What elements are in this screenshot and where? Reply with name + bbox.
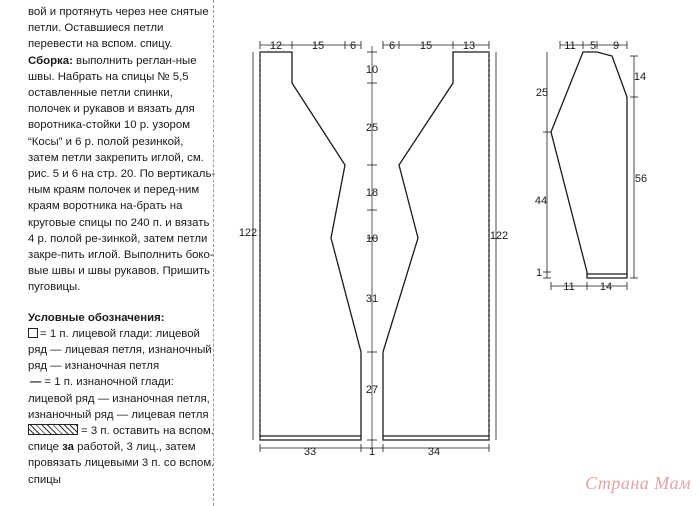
site-watermark: Страна Мам <box>585 473 691 493</box>
center-height-label-6: 27 <box>365 384 379 396</box>
legend-cable-text-b: работой, 3 лиц., затем провязать лицевыми 3 п. со вспом. спицы <box>28 441 215 486</box>
bottom-front-label: 34 <box>427 446 441 458</box>
sleeve-left-label-1: 25 <box>535 87 549 99</box>
bottom-back-label: 33 <box>303 446 317 458</box>
back-piece-outline <box>260 52 361 440</box>
right-height-label: 122 <box>489 230 509 242</box>
sleeve-top-label-2: 5 <box>589 40 597 52</box>
left-height-label: 122 <box>238 227 258 239</box>
legend-purl-text: = 1 п. изнаночной глади: лицевой ряд — изнаночная петля, изнаночный ряд — лицевая петля <box>28 376 210 421</box>
center-height-label-3: 18 <box>365 187 379 199</box>
center-height-label-5: 31 <box>365 293 379 305</box>
sleeve-left-label-2: 44 <box>534 195 548 207</box>
center-height-label-1: 10 <box>365 64 379 76</box>
assembly-body: выполнить реглан-ные швы. Набрать на спицы № 5,5 оставленные петли спинки, полочек и рукавов и вязать для воротника-стойки 10 р. узором “Косы” и 6 р. полой резинкой, затем петли закрепить иглой, см. рис. 5 и 6 на стр. 20. По вертикаль-ным краям полочек и перед-ним краям воротника на-брать на круговые спицы по 240 п. и вязать 4 р. полой ре-зинкой, затем петли закре-пить иглой. Выполнить боко-вые швы и швы рукавов. Пришить пуговицы. <box>28 54 216 294</box>
back-top-label-3: 6 <box>349 40 357 52</box>
front-piece-outline <box>383 52 489 440</box>
sleeve-top-label-1: 11 <box>564 40 576 52</box>
back-top-label-1: 12 <box>269 40 283 52</box>
sleeve-bottom-label-1: 11 <box>563 281 575 293</box>
assembly-heading: Сборка: <box>28 54 73 67</box>
center-height-label-2: 25 <box>365 122 379 134</box>
sleeve-piece-outline <box>551 52 627 278</box>
legend-heading: Условные обозначения: <box>28 311 165 324</box>
bottom-gap-label: 1 <box>368 446 376 458</box>
legend-knit-text: = 1 п. лицевой глади: лицевой ряд — лицевая петля, изнаночный ряд — изнаночная петля <box>28 327 212 373</box>
legend-cable-text-a: = 3 п. оставить на вспом. спице <box>28 425 214 454</box>
front-top-label-1: 6 <box>388 40 396 52</box>
legend-cable-bold: за <box>62 441 74 454</box>
sleeve-left-label-3: 1 <box>535 267 543 279</box>
sleeve-bottom-label-2: 14 <box>599 281 613 293</box>
sleeve-right-label-1: 14 <box>633 71 647 83</box>
paragraph-continuation: вой и протянуть через нее снятые петли. Оставшиеся петли перевести на вспом. спицу. <box>28 6 209 51</box>
back-top-label-2: 15 <box>311 40 325 52</box>
center-height-label-4: 10 <box>365 233 379 245</box>
front-top-label-2: 15 <box>419 40 433 52</box>
sleeve-right-label-2: 56 <box>634 173 648 185</box>
purl-stitch-symbol-icon: — <box>30 376 42 389</box>
sleeve-top-label-3: 9 <box>612 40 620 52</box>
front-top-label-3: 13 <box>462 40 476 52</box>
